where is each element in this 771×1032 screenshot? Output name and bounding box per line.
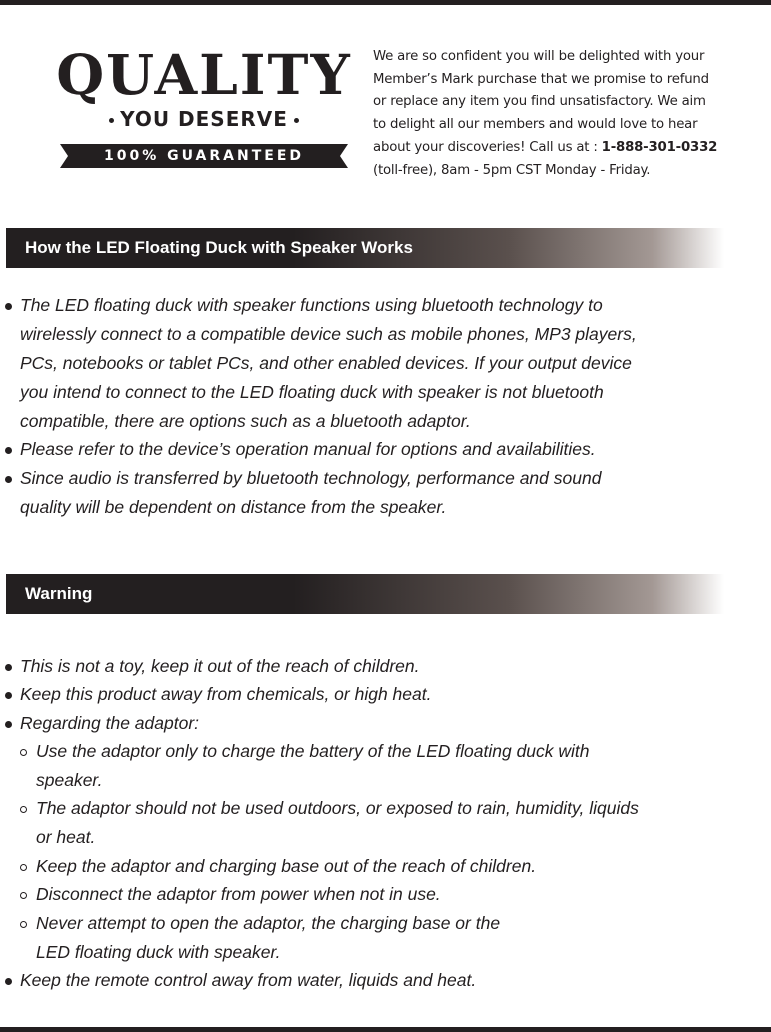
- body-line: wirelessly connect to a compatible device such as mobile phones, MP3 players,: [20, 324, 637, 344]
- warning-subline: Never attempt to open the adaptor, the charging base or the: [36, 913, 501, 933]
- body-line: compatible, there are options such as a bluetooth adaptor.: [20, 411, 471, 431]
- sub-bullet-icon: [20, 806, 27, 813]
- bullet-icon: [5, 692, 12, 699]
- warning-line: Keep the remote control away from water, liquids and heat.: [20, 970, 477, 990]
- bullet-icon: [5, 476, 12, 483]
- bullet-icon: [5, 978, 12, 985]
- top-rule: [0, 0, 771, 5]
- logo-subtitle-row: [52, 106, 356, 132]
- sub-bullet-icon: [20, 921, 27, 928]
- warning-subline: speaker.: [36, 770, 103, 790]
- call-prefix: about your discoveries! Call us at :: [373, 139, 602, 155]
- logo-dot-left: [109, 118, 114, 123]
- guarantee-call-line: [373, 137, 763, 160]
- logo-title: QUALITY: [56, 42, 352, 107]
- warning-line: This is not a toy, keep it out of the reach of children.: [20, 656, 420, 676]
- phone-number: 1-888-301-0332: [601, 139, 718, 155]
- logo-subtitle: YOU DESERVE: [120, 107, 288, 131]
- warning-subline: The adaptor should not be used outdoors, or exposed to rain, humidity, liquids: [36, 798, 639, 818]
- section-header-warning: [6, 574, 724, 614]
- bullet-icon: [5, 303, 12, 310]
- sub-bullet-icon: [20, 749, 27, 756]
- warning-line: Regarding the adaptor:: [20, 713, 200, 733]
- section-title: How the LED Floating Duck with Speaker Works: [25, 238, 413, 257]
- warning-subline: LED floating duck with speaker.: [36, 942, 281, 962]
- warning-subline: or heat.: [36, 827, 96, 847]
- warning-subline: Keep the adaptor and charging base out of the reach of children.: [36, 856, 537, 876]
- warning-subline: Disconnect the adaptor from power when not in use.: [36, 884, 441, 904]
- bullet-icon: [5, 721, 12, 728]
- guarantee-text: [373, 46, 763, 182]
- logo-dot-right: [294, 118, 299, 123]
- banner-text: 100% GUARANTEED: [103, 148, 305, 164]
- section-header-how-it-works: [6, 228, 724, 268]
- sub-bullet-icon: [20, 892, 27, 899]
- body-line: Since audio is transferred by bluetooth technology, performance and sound: [20, 468, 602, 488]
- guarantee-line: to delight all our members and would love to hear: [373, 117, 698, 133]
- bottom-rule: [0, 1027, 771, 1032]
- guarantee-line: or replace any item you find unsatisfactory. We aim: [373, 94, 706, 110]
- body-line: PCs, notebooks or tablet PCs, and other enabled devices. If your output device: [20, 353, 632, 373]
- quality-logo: [52, 44, 356, 174]
- guarantee-banner: [60, 144, 348, 168]
- body-line: you intend to connect to the LED floating duck with speaker is not bluetooth: [20, 382, 604, 402]
- section-title: Warning: [25, 584, 93, 603]
- bullet-icon: [5, 447, 12, 454]
- warning-subline: Use the adaptor only to charge the battery of the LED floating duck with: [36, 741, 590, 761]
- body-line: Please refer to the device’s operation manual for options and availabilities.: [20, 439, 596, 459]
- warning-line: Keep this product away from chemicals, or high heat.: [20, 684, 432, 704]
- body-line: The LED floating duck with speaker functions using bluetooth technology to: [20, 295, 603, 315]
- guarantee-hours: (toll-free), 8am - 5pm CST Monday - Friday.: [373, 162, 651, 178]
- bullet-icon: [5, 664, 12, 671]
- body-line: quality will be dependent on distance from the speaker.: [20, 497, 447, 517]
- sub-bullet-icon: [20, 864, 27, 871]
- guarantee-line: Member’s Mark purchase that we promise to refund: [373, 71, 709, 87]
- guarantee-line: We are so confident you will be delighted with your: [373, 49, 705, 64]
